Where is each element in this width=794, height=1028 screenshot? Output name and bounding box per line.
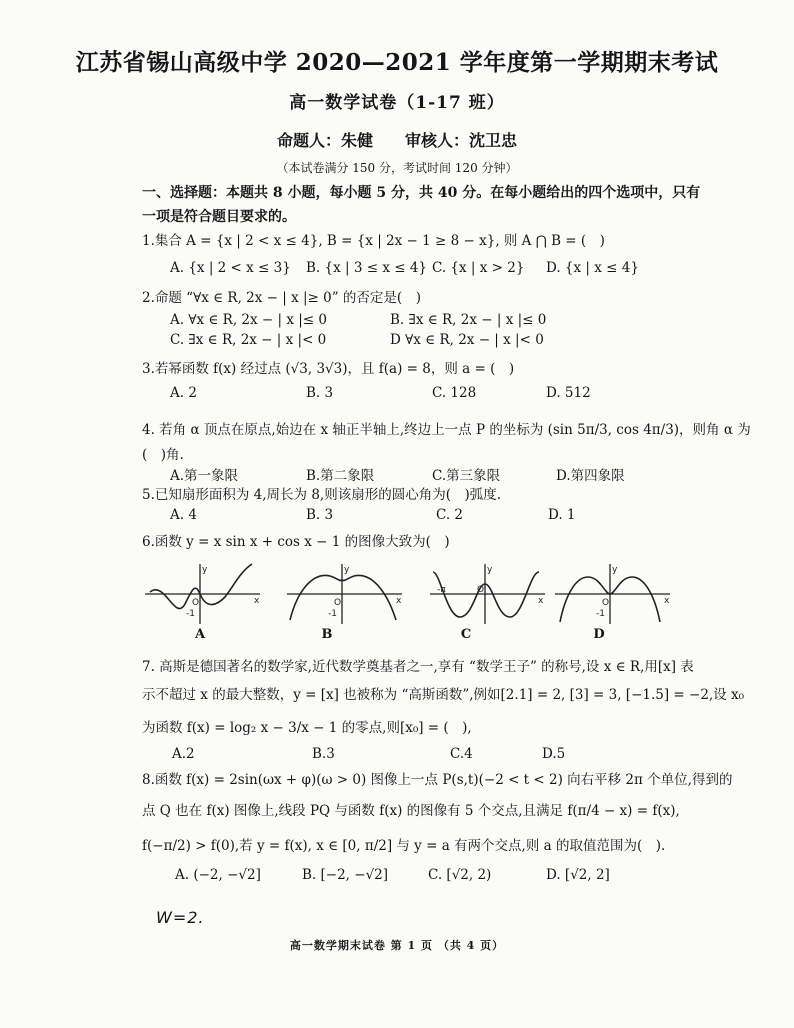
graph-b-origin: O (334, 598, 342, 608)
exam-title: 江苏省锡山高级中学 2020—2021 学年度第一学期期末考试 (75, 49, 719, 76)
q4-option-b: B.第二象限 (306, 468, 375, 484)
graph-d-origin: O (602, 598, 610, 608)
q1-option-b: B. {x | 3 ≤ x ≤ 4} (306, 260, 428, 276)
graph-c-y-label: y (487, 565, 493, 575)
question-8-line2: 点 Q 也在 f(x) 图像上,线段 PQ 与函数 f(x) 的图像有 5 个交点,且满足 f(π/4 − x) = f(x), (142, 803, 680, 819)
question-8-line1: 8.函数 f(x) = 2sin(ωx + φ)(ω > 0) 图像上一点 P(s,t)(−2 < t < 2) 向右平移 2π 个单位,得到的 (142, 772, 733, 788)
graph-b-neg1: -1 (328, 609, 337, 619)
question-8-line3: f(−π/2) > f(0),若 y = f(x), x ∈ [0, π/2] 与 y = a 有两个交点,则 a 的取值范围为( ). (142, 838, 666, 854)
question-7-line3: 为函数 f(x) = log₂ x − 3/x − 1 的零点,则[x₀] = ( ), (142, 720, 472, 736)
q7-option-c: C.4 (450, 746, 473, 762)
page-footer: 高一数学期末试卷 第 1 页 （共 4 页） (289, 939, 505, 952)
q5-option-c: C. 2 (436, 507, 464, 523)
graph-label-c: C (460, 627, 472, 642)
graph-label-b: B (321, 627, 333, 642)
q8-option-b: B. [−2, −√2] (302, 867, 389, 883)
q2-option-c: C. ∃x ∈ R, 2x − | x |< 0 (170, 332, 327, 348)
q2-option-b: B. ∃x ∈ R, 2x − | x |≤ 0 (390, 312, 547, 328)
question-4-stem-cont: ( )角. (142, 447, 184, 463)
q5-option-d: D. 1 (548, 507, 576, 523)
section-heading: 一、选择题：本题共 8 小题，每小题 5 分，共 40 分。在每小题给出的四个选项中，只有一项是符合题目要求的。 (142, 185, 701, 225)
q7-option-d: D.5 (542, 746, 566, 762)
question-6-stem: 6.函数 y = x sin x + cos x − 1 的图像大致为( ) (142, 534, 450, 550)
graph-d-neg1: -1 (596, 609, 605, 619)
question-3-stem: 3.若幂函数 f(x) 经过点 (√3, 3√3)，且 f(a) = 8，则 a = ( ) (142, 361, 515, 377)
question-2-stem: 2.命题 “∀x ∈ R, 2x − | x |≥ 0” 的否定是( ) (142, 290, 421, 306)
q5-option-b: B. 3 (306, 507, 334, 523)
graph-c-x-label: x (538, 596, 544, 606)
question-7-line2: 示不超过 x 的最大整数，y = [x] 也被称为 “高斯函数”,例如[2.1] = 2, [3] = 3, [−1.5] = −2,设 x₀ (142, 687, 745, 703)
graph-a-y-label: y (202, 565, 208, 575)
q7-option-a: A.2 (172, 746, 195, 762)
question-7-line1: 7. 高斯是德国著名的数学家,近代数学奠基者之一,享有 “数学王子” 的称号,设 x ∈ R,用[x] 表 (142, 659, 694, 675)
graph-b-x-label: x (396, 596, 402, 606)
q5-option-a: A. 4 (170, 507, 197, 523)
q4-option-c: C.第三象限 (432, 468, 501, 484)
q8-option-c: C. [√2, 2) (428, 867, 492, 883)
q1-option-d: D. {x | x ≤ 4} (546, 260, 639, 276)
question-1-stem: 1.集合 A = {x | 2 < x ≤ 4}, B = {x | 2x − 1 ≥ 8 − x}, 则 A ⋂ B = ( ) (142, 233, 605, 249)
graph-b-y-label: y (344, 565, 350, 575)
graph-a-origin: O (192, 598, 200, 608)
q7-option-b: B.3 (312, 746, 335, 762)
graph-label-d: D (593, 627, 605, 642)
q2-option-a: A. ∀x ∈ R, 2x − | x |≤ 0 (170, 312, 327, 328)
graph-label-a: A (194, 627, 206, 642)
graph-d-y-label: y (612, 565, 618, 575)
handwritten-note: W=2. (156, 908, 205, 927)
q1-option-c: C. {x | x > 2} (432, 260, 525, 276)
exam-subtitle: 高一数学试卷（1-17 班） (289, 93, 505, 113)
q3-option-d: D. 512 (546, 385, 591, 401)
graph-c-origin: O (477, 585, 485, 595)
question-5-stem: 5.已知扇形面积为 4,周长为 8,则该扇形的圆心角为( )弧度. (142, 487, 502, 503)
q6-graphs (140, 562, 700, 632)
q8-option-d: D. [√2, 2] (546, 867, 610, 883)
graph-a-neg1: -1 (186, 609, 195, 619)
q3-option-c: C. 128 (432, 385, 477, 401)
exam-authors: 命题人：朱健 审核人：沈卫忠 (276, 131, 517, 150)
q8-option-a: A. (−2, −√2] (175, 867, 261, 883)
graph-d-x-label: x (664, 596, 670, 606)
q3-option-a: A. 2 (170, 385, 197, 401)
q1-option-a: A. {x | 2 < x ≤ 3} (170, 260, 291, 276)
q3-option-b: B. 3 (306, 385, 334, 401)
graph-a-x-label: x (254, 596, 260, 606)
question-4-stem: 4. 若角 α 顶点在原点,始边在 x 轴正半轴上,终边上一点 P 的坐标为 (sin 5π/3, cos 4π/3)，则角 α 为 (142, 422, 751, 438)
q2-option-d: D ∀x ∈ R, 2x − | x |< 0 (390, 332, 544, 348)
q4-option-d: D.第四象限 (556, 468, 625, 484)
graph-c-negpi: -π (437, 585, 446, 595)
q4-option-a: A.第一象限 (170, 468, 239, 484)
exam-note: （本试卷满分 150 分，考试时间 120 分钟） (276, 161, 518, 175)
